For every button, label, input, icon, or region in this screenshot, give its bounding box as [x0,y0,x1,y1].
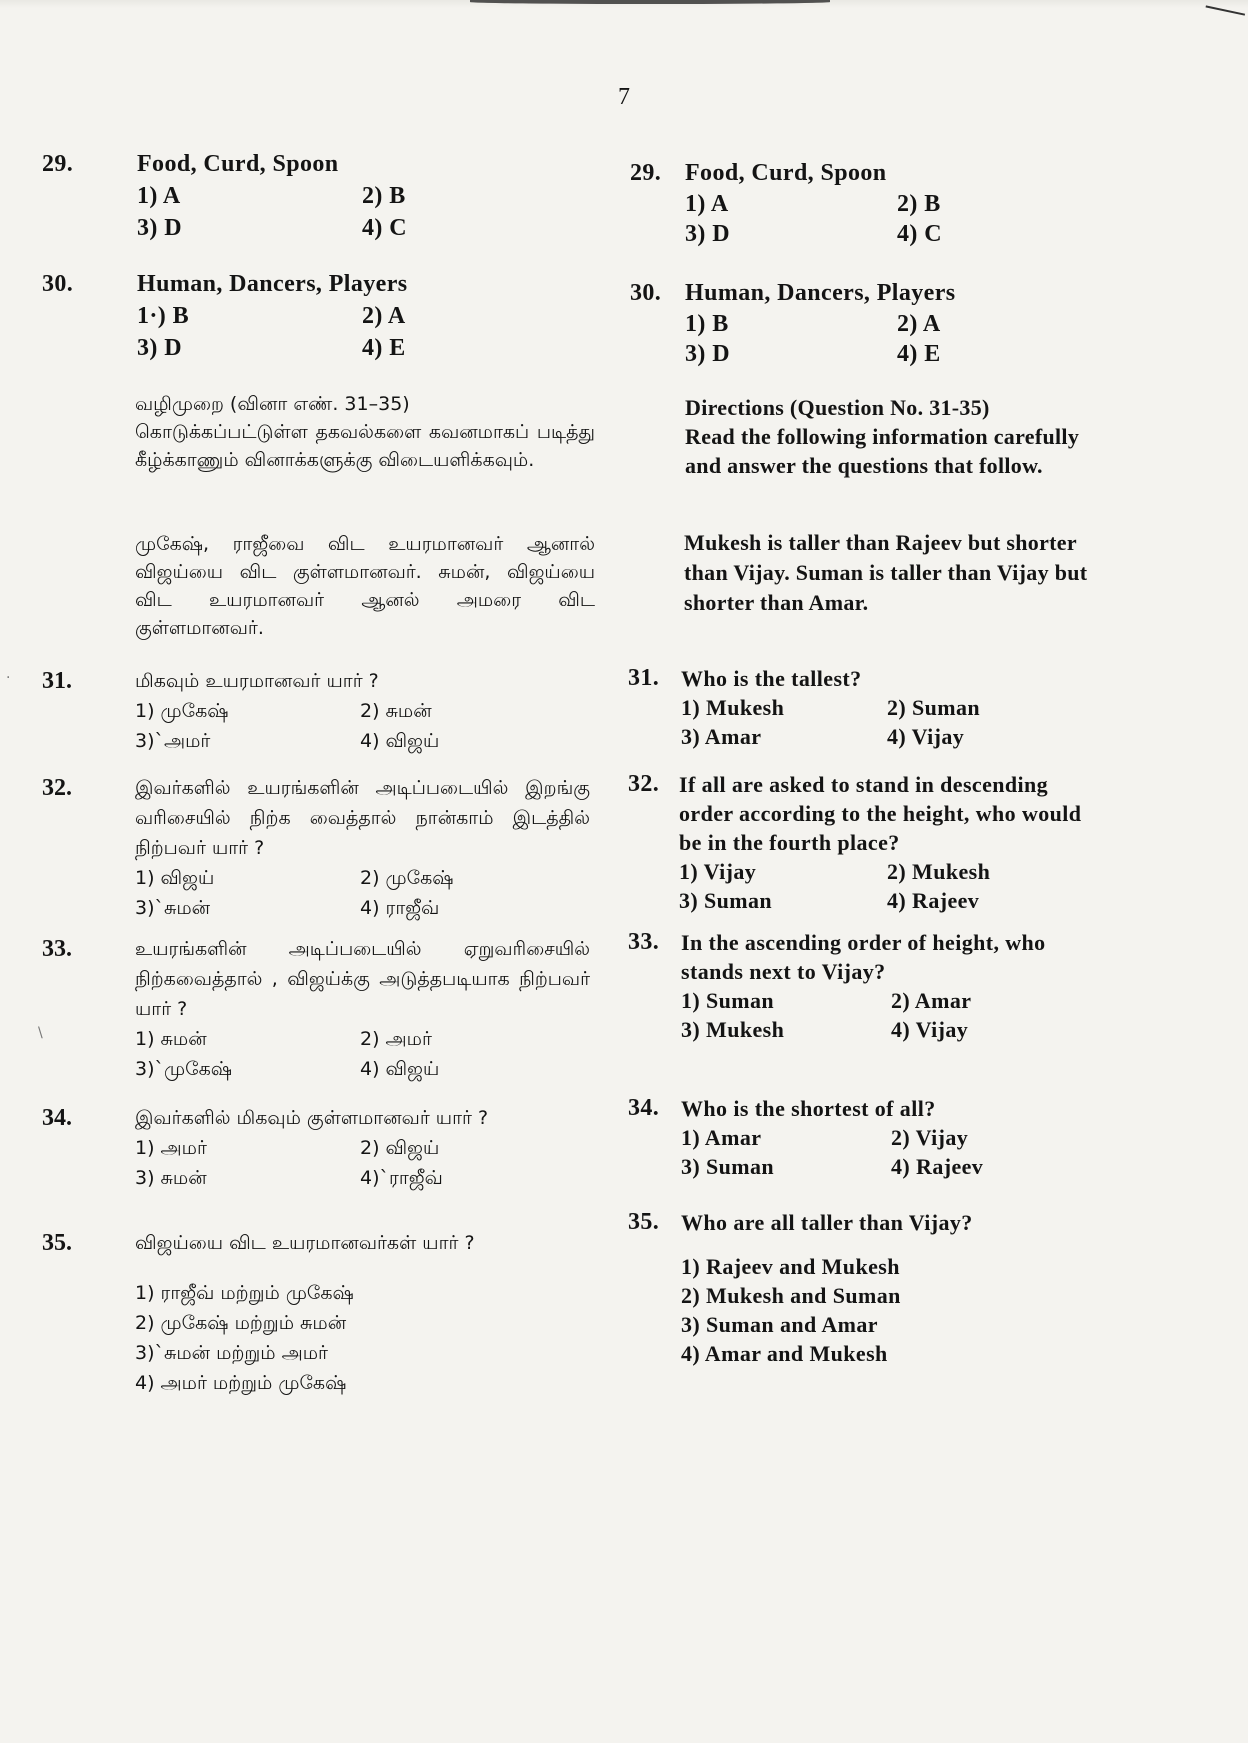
option-4: 4) Rajeev [891,1154,984,1179]
question-stem: Human, Dancers, Players [137,271,408,297]
question-number: 29. [42,151,74,177]
option-4: 4) E [362,335,406,361]
question-number: 34. [42,1105,72,1131]
question-number: 29. [630,160,662,186]
option-1: 1·) B [137,303,190,329]
tamil-passage: முகேஷ், ராஜீவை விட உயரமானவர் ஆனால் விஜய்யை விட குள்ளமானவர். சுமன், விஜய்யை விட உயரமானவர் ஆனல் அமரை விட குள்ளமானவர். [135,533,595,639]
option-2: 2) முகேஷ் [360,867,454,889]
tamil-question-31 [42,666,602,756]
question-number: 30. [630,280,662,306]
option-1: 1) Rajeev and Mukesh [681,1254,900,1279]
question-stem: Food, Curd, Spoon [137,151,339,177]
option-1: 1) Vijay [679,859,757,884]
option-2: 2) Mukesh [887,859,991,884]
question-number: 34. [628,1095,660,1121]
question-number: 35. [628,1209,660,1235]
question-stem: Who is the tallest? [681,666,862,691]
question-number: 32. [628,771,660,797]
option-4: 4) E [897,341,941,367]
option-3: 3)`அமர் [135,730,211,752]
option-1: 1) விஜய் [135,867,215,889]
english-question-30 [630,277,1230,369]
question-number: 33. [42,936,72,962]
option-4: 4) C [362,215,407,241]
option-1: 1) ராஜீவ் மற்றும் முகேஷ் [135,1282,354,1304]
option-3: 3) Suman and Amar [681,1312,878,1337]
option-4: 4) விஜய் [360,1058,440,1080]
option-2: 2) B [362,183,406,209]
question-stem: In the ascending order of height, who stands next to Vijay? [681,930,1046,984]
question-stem: மிகவும் உயரமானவர் யார் ? [135,670,379,692]
option-4: 4) ராஜீவ் [360,897,440,919]
directions-heading: Directions (Question No. 31-35) [685,395,990,420]
option-4: 4) அமர் மற்றும் முகேஷ் [135,1372,347,1394]
question-stem: If all are asked to stand in descending order according to the height, who would be in the fourth place? [679,772,1082,855]
question-number: 31. [42,668,72,694]
english-passage: Mukesh is taller than Rajeev but shorter than Vijay. Suman is taller than Vijay but shorter than Amar. [684,530,1088,615]
option-3: 3) சுமன் [135,1167,207,1189]
option-3: 3) D [685,221,730,247]
option-3: 3) D [137,335,182,361]
directions-text: கொடுக்கப்பட்டுள்ள தகவல்களை கவனமாகப் படித்து கீழ்க்காணும் வினாக்களுக்கு விடையளிக்கவும். [135,421,595,471]
english-question-31 [628,664,1228,751]
option-2: 2) அமர் [360,1028,432,1050]
option-2: 2) A [362,303,406,329]
option-4: 4) Vijay [891,1017,969,1042]
english-question-29 [630,157,1230,249]
option-4: 4) C [897,221,942,247]
option-4: 4) Vijay [887,724,965,749]
tamil-question-33 [42,934,602,1084]
option-2: 2) Suman [887,695,981,720]
tamil-question-32 [42,773,602,923]
english-question-33 [628,928,1228,1044]
option-3: 3)`முகேஷ் [135,1058,233,1080]
question-number: 30. [42,271,74,297]
option-2: 2) விஜய் [360,1137,440,1159]
option-2: 2) முகேஷ் மற்றும் சுமன் [135,1312,347,1334]
option-4: 4)`ராஜீவ் [360,1167,443,1189]
option-2: 2) சுமன் [360,700,432,722]
option-2: 2) Mukesh and Suman [681,1283,901,1308]
option-4: 4) Rajeev [887,888,980,913]
option-3: 3) D [685,341,730,367]
option-1: 1) A [137,183,181,209]
option-1: 1) சுமன் [135,1028,207,1050]
question-stem: இவர்களில் உயரங்களின் அடிப்படையில் இறங்கு வரிசையில் நிற்க வைத்தால் நான்காம் இடத்தில் நிற்பவர் யார் ? [135,777,590,859]
option-2: 2) Amar [891,988,972,1013]
option-2: 2) A [897,311,941,337]
option-1: 1) அமர் [135,1137,207,1159]
option-3: 3)`சுமன் [135,897,211,919]
option-3: 3)`சுமன் மற்றும் அமர் [135,1342,328,1364]
option-2: 2) B [897,191,941,217]
question-number: 35. [42,1230,72,1256]
option-1: 1) Amar [681,1125,762,1150]
question-stem: Who is the shortest of all? [681,1096,936,1121]
tamil-question-34 [42,1103,602,1193]
option-1: 1) B [685,311,729,337]
question-stem: இவர்களில் மிகவும் குள்ளமானவர் யார் ? [135,1107,489,1129]
question-stem: Food, Curd, Spoon [685,160,887,186]
tamil-directions [135,390,595,474]
option-3: 3) Amar [681,724,762,749]
scan-mark-corner [1206,0,1248,16]
option-4: 4) Amar and Mukesh [681,1341,888,1366]
page-number: 7 [618,84,630,110]
tamil-question-29 [42,148,602,244]
english-directions [685,393,1105,480]
scan-mark-top [470,0,830,4]
question-stem: உயரங்களின் அடிப்படையில் ஏறுவரிசையில் நிற்கவைத்தால் , விஜய்க்கு அடுத்தபடியாக நிற்பவர் யார் ? [135,938,590,1020]
option-2: 2) Vijay [891,1125,969,1150]
option-3: 3) D [137,215,182,241]
question-number: 31. [628,665,660,691]
english-question-35 [628,1208,1228,1368]
question-stem: Human, Dancers, Players [685,280,956,306]
question-number: 32. [42,775,72,801]
tamil-question-35 [42,1228,602,1398]
question-stem: விஜய்யை விட உயரமானவர்கள் யார் ? [135,1232,475,1254]
question-number: 33. [628,929,660,955]
option-3: 3) Suman [681,1154,775,1179]
directions-heading: வழிமுறை (வினா எண். 31–35) [135,393,410,415]
directions-text: Read the following information carefully and answer the questions that follow. [685,424,1080,478]
option-1: 1) Suman [681,988,775,1013]
option-4: 4) விஜய் [360,730,440,752]
option-3: 3) Suman [679,888,773,913]
option-1: 1) Mukesh [681,695,785,720]
tamil-question-30 [42,268,602,364]
question-stem: Who are all taller than Vijay? [681,1210,973,1235]
scan-speck: · [6,670,11,686]
option-1: 1) முகேஷ் [135,700,229,722]
english-question-32 [628,770,1228,915]
scan-speck: \ [38,1025,43,1041]
english-question-34 [628,1094,1228,1181]
option-1: 1) A [685,191,729,217]
option-3: 3) Mukesh [681,1017,785,1042]
